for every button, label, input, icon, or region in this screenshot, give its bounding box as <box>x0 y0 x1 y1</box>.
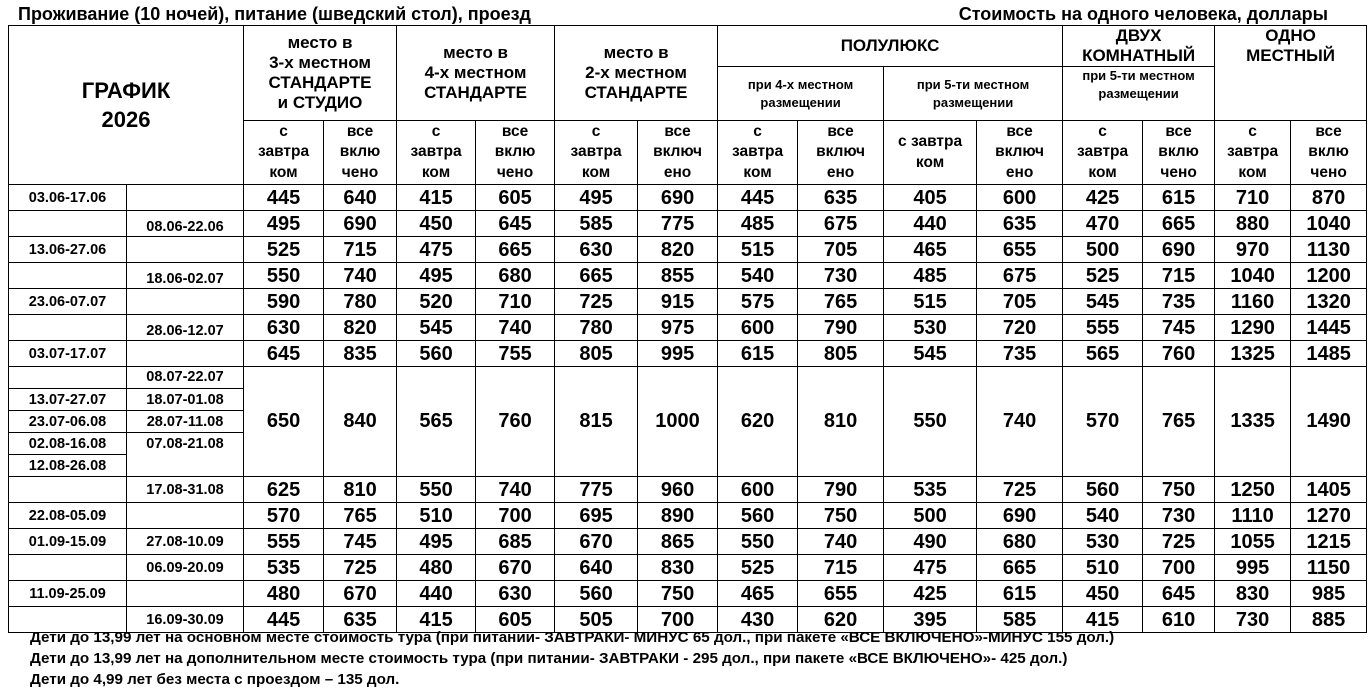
col-subheader-semi-lux-4: при 4-х местном размещении <box>718 67 884 121</box>
date-cell: 22.08-05.09 <box>9 503 127 529</box>
table-row <box>9 315 1367 341</box>
table-row <box>9 581 1367 607</box>
meal-all-inclusive: все вклю чено <box>324 121 397 185</box>
date-cell: 07.08-21.08 <box>127 433 244 455</box>
table-row <box>9 477 1367 503</box>
price-cell: 835 <box>324 341 397 367</box>
price-cell: 780 <box>555 315 638 341</box>
price-cell: 735 <box>1143 289 1215 315</box>
price-cell: 740 <box>798 529 884 555</box>
price-cell: 645 <box>476 211 555 237</box>
price-cell: 690 <box>324 211 397 237</box>
price-cell: 1040 <box>1291 211 1367 237</box>
price-cell: 540 <box>1063 503 1143 529</box>
header-left-title: Проживание (10 ночей), питание (шведский стол), проезд <box>18 4 531 24</box>
price-cell: 630 <box>244 315 324 341</box>
price-cell: 475 <box>397 237 476 263</box>
price-cell: 710 <box>1215 185 1291 211</box>
price-cell: 1215 <box>1291 529 1367 555</box>
price-cell: 600 <box>718 315 798 341</box>
table-row <box>9 555 1367 581</box>
price-cell: 645 <box>1143 581 1215 607</box>
price-cell: 535 <box>884 477 977 503</box>
price-cell: 545 <box>884 341 977 367</box>
price-cell: 570 <box>244 503 324 529</box>
price-cell: 820 <box>324 315 397 341</box>
price-cell: 765 <box>798 289 884 315</box>
price-cell: 475 <box>884 555 977 581</box>
price-cell: 870 <box>1291 185 1367 211</box>
meal-all-inclusive: все включ ено <box>798 121 884 185</box>
note-line: Дети до 13,99 лет на основном месте стоимость тура (при питании- ЗАВТРАКИ- МИНУС 65 дол., при пакете «ВСЕ ВКЛЮЧЕНО»-МИНУС 155 дол.) <box>30 629 1115 646</box>
date-cell: 16.09-30.09 <box>127 607 244 633</box>
col-header-3-standard: место в 3-х местном СТАНДАРТЕ и СТУДИО <box>244 26 397 121</box>
price-cell: 490 <box>884 529 977 555</box>
date-cell: 23.07-06.08 <box>9 411 127 433</box>
price-cell: 600 <box>718 477 798 503</box>
grafik-year: 2026 <box>101 107 151 132</box>
meal-breakfast: с завтра ком <box>244 121 324 185</box>
price-cell: 1250 <box>1215 477 1291 503</box>
price-cell: 690 <box>638 185 718 211</box>
table-row <box>9 263 1367 289</box>
price-cell: 520 <box>397 289 476 315</box>
price-cell: 565 <box>397 367 476 477</box>
date-cell: 12.08-26.08 <box>9 455 127 477</box>
price-cell: 650 <box>244 367 324 477</box>
date-cell <box>127 185 244 211</box>
price-cell: 765 <box>1143 367 1215 477</box>
col-header-4-standard: место в 4-х местном СТАНДАРТЕ <box>397 26 555 121</box>
price-cell: 970 <box>1215 237 1291 263</box>
price-cell: 485 <box>884 263 977 289</box>
price-cell: 525 <box>244 237 324 263</box>
price-cell: 1055 <box>1215 529 1291 555</box>
price-cell: 725 <box>324 555 397 581</box>
price-cell: 740 <box>977 367 1063 477</box>
header-right-title: Стоимость на одного человека, доллары <box>958 4 1328 24</box>
date-cell <box>9 211 127 237</box>
price-cell: 470 <box>1063 211 1143 237</box>
price-cell: 505 <box>555 607 638 633</box>
date-cell <box>127 289 244 315</box>
price-cell: 570 <box>1063 367 1143 477</box>
price-cell: 560 <box>1063 477 1143 503</box>
price-table <box>8 25 1367 633</box>
date-cell: 27.08-10.09 <box>127 529 244 555</box>
price-cell: 440 <box>397 581 476 607</box>
price-cell: 780 <box>324 289 397 315</box>
price-cell: 590 <box>244 289 324 315</box>
date-cell: 06.09-20.09 <box>127 555 244 581</box>
price-cell: 775 <box>638 211 718 237</box>
price-cell: 550 <box>244 263 324 289</box>
table-row <box>9 341 1367 367</box>
date-cell: 03.06-17.06 <box>9 185 127 211</box>
price-cell: 690 <box>977 503 1063 529</box>
meal-breakfast: с завтра ком <box>884 121 977 185</box>
price-cell: 630 <box>555 237 638 263</box>
price-cell: 675 <box>798 211 884 237</box>
price-cell: 700 <box>1143 555 1215 581</box>
price-cell: 665 <box>1143 211 1215 237</box>
date-cell <box>127 455 244 477</box>
price-cell: 525 <box>718 555 798 581</box>
price-cell: 485 <box>718 211 798 237</box>
price-cell: 675 <box>977 263 1063 289</box>
price-cell: 1335 <box>1215 367 1291 477</box>
price-cell: 730 <box>798 263 884 289</box>
price-cell: 555 <box>1063 315 1143 341</box>
price-cell: 615 <box>718 341 798 367</box>
price-cell: 555 <box>244 529 324 555</box>
price-cell: 715 <box>324 237 397 263</box>
price-cell: 715 <box>798 555 884 581</box>
note-line: Дети до 13,99 лет на дополнительном месте стоимость тура (при питании- ЗАВТРАКИ - 295 дол., при пакете «ВСЕ ВКЛЮЧЕНО»- 425 дол.) <box>30 650 1068 667</box>
price-cell: 495 <box>244 211 324 237</box>
price-cell: 635 <box>798 185 884 211</box>
price-cell: 565 <box>1063 341 1143 367</box>
price-cell: 760 <box>1143 341 1215 367</box>
price-cell: 605 <box>476 607 555 633</box>
price-cell: 890 <box>638 503 718 529</box>
price-cell: 820 <box>638 237 718 263</box>
price-cell: 465 <box>884 237 977 263</box>
price-cell: 725 <box>555 289 638 315</box>
price-cell: 450 <box>397 211 476 237</box>
meal-all-inclusive: все вклю чено <box>476 121 555 185</box>
price-cell: 445 <box>718 185 798 211</box>
price-cell: 705 <box>798 237 884 263</box>
price-cell: 1325 <box>1215 341 1291 367</box>
price-cell: 600 <box>977 185 1063 211</box>
price-cell: 620 <box>718 367 798 477</box>
price-cell: 975 <box>638 315 718 341</box>
date-cell: 01.09-15.09 <box>9 529 127 555</box>
price-cell: 690 <box>1143 237 1215 263</box>
price-cell: 720 <box>977 315 1063 341</box>
price-cell: 1000 <box>638 367 718 477</box>
price-cell: 635 <box>977 211 1063 237</box>
price-cell: 710 <box>476 289 555 315</box>
price-cell: 605 <box>476 185 555 211</box>
price-cell: 550 <box>884 367 977 477</box>
price-cell: 995 <box>1215 555 1291 581</box>
price-cell: 805 <box>555 341 638 367</box>
price-cell: 740 <box>476 477 555 503</box>
price-cell: 465 <box>718 581 798 607</box>
price-cell: 855 <box>638 263 718 289</box>
price-cell: 445 <box>244 185 324 211</box>
date-cell: 23.06-07.07 <box>9 289 127 315</box>
date-cell <box>127 341 244 367</box>
price-cell: 730 <box>1215 607 1291 633</box>
col-subheader-two-room-5: при 5-ти местном размещении <box>1063 67 1215 121</box>
price-cell: 405 <box>884 185 977 211</box>
date-cell: 08.06-22.06 <box>127 211 244 237</box>
col-header-two-room: ДВУХ КОМНАТНЫЙ <box>1063 26 1215 67</box>
price-cell: 495 <box>555 185 638 211</box>
meal-all-inclusive: все вклю чено <box>1291 121 1367 185</box>
date-cell: 28.07-11.08 <box>127 411 244 433</box>
price-cell: 810 <box>798 367 884 477</box>
price-cell: 725 <box>1143 529 1215 555</box>
col-header-2-standard: место в 2-х местном СТАНДАРТЕ <box>555 26 718 121</box>
price-cell: 1130 <box>1291 237 1367 263</box>
price-cell: 480 <box>397 555 476 581</box>
price-cell: 885 <box>1291 607 1367 633</box>
date-cell <box>9 263 127 289</box>
price-cell: 425 <box>884 581 977 607</box>
meal-breakfast: с завтра ком <box>1063 121 1143 185</box>
price-cell: 530 <box>884 315 977 341</box>
price-cell: 1200 <box>1291 263 1367 289</box>
price-cell: 1405 <box>1291 477 1367 503</box>
price-cell: 760 <box>476 367 555 477</box>
price-cell: 1485 <box>1291 341 1367 367</box>
price-cell: 705 <box>977 289 1063 315</box>
price-cell: 585 <box>555 211 638 237</box>
price-cell: 620 <box>798 607 884 633</box>
col-header-semi-lux: ПОЛУЛЮКС <box>718 26 1063 67</box>
date-cell: 13.06-27.06 <box>9 237 127 263</box>
price-cell: 430 <box>718 607 798 633</box>
price-cell: 1290 <box>1215 315 1291 341</box>
price-cell: 495 <box>397 529 476 555</box>
date-cell: 18.07-01.08 <box>127 389 244 411</box>
price-cell: 645 <box>244 341 324 367</box>
date-cell: 18.06-02.07 <box>127 263 244 289</box>
date-cell: 03.07-17.07 <box>9 341 127 367</box>
price-cell: 1445 <box>1291 315 1367 341</box>
price-cell: 755 <box>476 341 555 367</box>
price-cell: 640 <box>555 555 638 581</box>
price-cell: 745 <box>324 529 397 555</box>
price-cell: 1320 <box>1291 289 1367 315</box>
price-cell: 700 <box>476 503 555 529</box>
date-cell: 13.07-27.07 <box>9 389 127 411</box>
price-cell: 1150 <box>1291 555 1367 581</box>
price-cell: 615 <box>1143 185 1215 211</box>
price-cell: 830 <box>1215 581 1291 607</box>
price-cell: 740 <box>324 263 397 289</box>
meal-all-inclusive: все включ ено <box>977 121 1063 185</box>
price-cell: 510 <box>1063 555 1143 581</box>
price-cell: 500 <box>1063 237 1143 263</box>
price-cell: 585 <box>977 607 1063 633</box>
table-row <box>9 185 1367 211</box>
col-subheader-semi-lux-5: при 5-ти местном размещении <box>884 67 1063 121</box>
price-cell: 625 <box>244 477 324 503</box>
price-cell: 615 <box>977 581 1063 607</box>
grafik-header <box>9 26 244 185</box>
price-cell: 655 <box>977 237 1063 263</box>
price-cell: 1270 <box>1291 503 1367 529</box>
price-cell: 865 <box>638 529 718 555</box>
price-cell: 630 <box>476 581 555 607</box>
table-row <box>9 503 1367 529</box>
price-cell: 575 <box>718 289 798 315</box>
price-cell: 810 <box>324 477 397 503</box>
price-cell: 545 <box>1063 289 1143 315</box>
price-cell: 715 <box>1143 263 1215 289</box>
price-cell: 535 <box>244 555 324 581</box>
price-cell: 450 <box>1063 581 1143 607</box>
price-cell: 695 <box>555 503 638 529</box>
price-cell: 880 <box>1215 211 1291 237</box>
table-row <box>9 367 1367 389</box>
date-cell: 17.08-31.08 <box>127 477 244 503</box>
price-cell: 985 <box>1291 581 1367 607</box>
price-cell: 510 <box>397 503 476 529</box>
price-cell: 830 <box>638 555 718 581</box>
price-cell: 730 <box>1143 503 1215 529</box>
table-row <box>9 211 1367 237</box>
price-cell: 495 <box>397 263 476 289</box>
price-cell: 745 <box>1143 315 1215 341</box>
price-cell: 480 <box>244 581 324 607</box>
price-cell: 995 <box>638 341 718 367</box>
date-cell: 02.08-16.08 <box>9 433 127 455</box>
price-cell: 815 <box>555 367 638 477</box>
date-cell <box>127 237 244 263</box>
price-cell: 665 <box>977 555 1063 581</box>
note-line: Дети до 4,99 лет без места с проездом – 135 дол. <box>30 671 400 688</box>
price-cell: 395 <box>884 607 977 633</box>
col-subheader-single-empty <box>1215 67 1367 121</box>
price-cell: 560 <box>397 341 476 367</box>
price-cell: 560 <box>718 503 798 529</box>
price-cell: 560 <box>555 581 638 607</box>
price-cell: 540 <box>718 263 798 289</box>
price-cell: 670 <box>476 555 555 581</box>
col-header-single: ОДНО МЕСТНЫЙ <box>1215 26 1367 67</box>
price-cell: 635 <box>324 607 397 633</box>
meal-all-inclusive: все вклю чено <box>1143 121 1215 185</box>
date-cell <box>9 367 127 389</box>
table-row <box>9 237 1367 263</box>
table-row <box>9 529 1367 555</box>
price-cell: 640 <box>324 185 397 211</box>
price-cell: 915 <box>638 289 718 315</box>
price-cell: 1110 <box>1215 503 1291 529</box>
price-cell: 680 <box>977 529 1063 555</box>
date-cell: 28.06-12.07 <box>127 315 244 341</box>
price-cell: 750 <box>798 503 884 529</box>
meal-all-inclusive: все включ ено <box>638 121 718 185</box>
price-cell: 665 <box>476 237 555 263</box>
price-cell: 440 <box>884 211 977 237</box>
meal-breakfast: с завтра ком <box>718 121 798 185</box>
date-cell <box>9 555 127 581</box>
date-cell <box>127 581 244 607</box>
price-cell: 735 <box>977 341 1063 367</box>
date-cell: 08.07-22.07 <box>127 367 244 389</box>
price-cell: 1490 <box>1291 367 1367 477</box>
meal-breakfast: с завтра ком <box>397 121 476 185</box>
price-cell: 1040 <box>1215 263 1291 289</box>
price-cell: 415 <box>397 607 476 633</box>
table-row <box>9 289 1367 315</box>
price-cell: 545 <box>397 315 476 341</box>
meal-breakfast: с завтра ком <box>1215 121 1291 185</box>
price-cell: 515 <box>718 237 798 263</box>
date-cell <box>9 477 127 503</box>
price-cell: 805 <box>798 341 884 367</box>
grafik-label: ГРАФИК <box>81 78 171 103</box>
price-cell: 840 <box>324 367 397 477</box>
price-cell: 960 <box>638 477 718 503</box>
price-cell: 550 <box>718 529 798 555</box>
price-cell: 775 <box>555 477 638 503</box>
price-cell: 500 <box>884 503 977 529</box>
price-cell: 655 <box>798 581 884 607</box>
price-cell: 610 <box>1143 607 1215 633</box>
date-cell: 11.09-25.09 <box>9 581 127 607</box>
price-cell: 765 <box>324 503 397 529</box>
price-cell: 685 <box>476 529 555 555</box>
date-cell <box>9 315 127 341</box>
price-cell: 670 <box>324 581 397 607</box>
price-cell: 740 <box>476 315 555 341</box>
price-cell: 670 <box>555 529 638 555</box>
price-cell: 515 <box>884 289 977 315</box>
price-cell: 425 <box>1063 185 1143 211</box>
price-cell: 415 <box>1063 607 1143 633</box>
price-cell: 530 <box>1063 529 1143 555</box>
price-cell: 525 <box>1063 263 1143 289</box>
price-cell: 750 <box>638 581 718 607</box>
price-cell: 1160 <box>1215 289 1291 315</box>
price-cell: 445 <box>244 607 324 633</box>
price-cell: 665 <box>555 263 638 289</box>
price-cell: 700 <box>638 607 718 633</box>
meal-breakfast: с завтра ком <box>555 121 638 185</box>
price-cell: 415 <box>397 185 476 211</box>
price-cell: 750 <box>1143 477 1215 503</box>
notes-block <box>30 627 1114 690</box>
price-cell: 680 <box>476 263 555 289</box>
price-cell: 550 <box>397 477 476 503</box>
price-cell: 790 <box>798 477 884 503</box>
price-cell: 790 <box>798 315 884 341</box>
price-cell: 725 <box>977 477 1063 503</box>
date-cell <box>127 503 244 529</box>
